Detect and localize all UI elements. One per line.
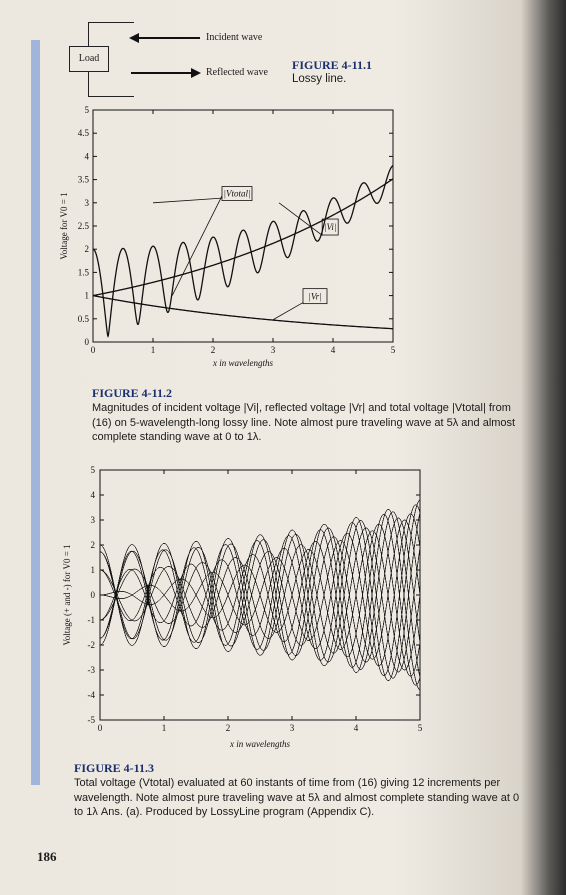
fig2-title: FIGURE 4-11.2	[92, 386, 173, 400]
x-tick-label: 3	[289, 723, 295, 733]
y-axis-label: Voltage (+ and -) for V0 = 1	[62, 544, 72, 646]
incident-arrowhead-icon	[129, 33, 139, 43]
vtotal-pointer	[172, 196, 222, 296]
y-tick-label: -4	[87, 690, 95, 700]
y-tick-label: 3	[90, 515, 95, 525]
vi-pointer	[279, 203, 322, 235]
line-wire-top	[88, 22, 89, 46]
fig1-subtitle: Lossy line.	[292, 73, 347, 85]
plot-frame	[93, 110, 393, 342]
y-tick-label: -2	[87, 640, 95, 650]
incident-wave-label: Incident wave	[206, 32, 263, 43]
y-tick-label: 1	[84, 290, 89, 301]
y-tick-label: -1	[87, 615, 95, 625]
y-tick-label: 4	[84, 151, 89, 162]
y-tick-label: 1.5	[77, 267, 89, 278]
line-wire-bottom	[88, 71, 89, 97]
x-tick-label: 1	[150, 345, 156, 355]
y-tick-label: 5	[90, 465, 95, 475]
fig3-chart	[50, 462, 430, 752]
y-tick-label: 4	[90, 490, 95, 500]
margin-bar	[31, 40, 40, 785]
x-tick-label: 2	[210, 345, 216, 355]
line-wire-top-h	[88, 22, 134, 23]
x-tick-label: 1	[161, 723, 167, 733]
y-tick-label: 0	[90, 590, 95, 600]
y-tick-label: 2.5	[77, 221, 89, 231]
reflected-wave-label: Reflected wave	[206, 67, 268, 78]
x-tick-label: 4	[353, 723, 359, 733]
y-tick-label: 0	[84, 337, 89, 347]
vtotal-pointer-2	[153, 198, 222, 203]
x-tick-label: 3	[270, 345, 276, 355]
y-tick-label: 0.5	[77, 313, 89, 324]
load-label: Load	[78, 53, 100, 64]
fig2-caption: Magnitudes of incident voltage |Vi|, reflected voltage |Vr| and total voltage |Vtotal| from (16) on 5-wavelength-long lossy line. Note almost pure traveling wave at 5λ and almost complete standing wave at 0 to 1λ.	[92, 402, 516, 443]
y-tick-label: 2	[84, 244, 89, 255]
fig1-title: FIGURE 4-11.1	[292, 58, 373, 72]
y-tick-label: 3	[84, 197, 89, 208]
x-tick-label: 0	[97, 723, 103, 733]
fig3-title: FIGURE 4-11.3	[74, 761, 155, 775]
y-tick-label: 4.5	[77, 128, 89, 139]
y-tick-label: -3	[87, 665, 95, 675]
x-tick-label: 2	[225, 723, 231, 733]
fig2-chart	[50, 100, 410, 385]
x-axis-label: x in wavelengths	[213, 358, 273, 368]
vr-label: |Vr|	[308, 291, 322, 302]
vtotal-label: |Vtotal|	[223, 188, 251, 199]
x-tick-label: 5	[390, 345, 396, 355]
load-box	[69, 46, 109, 72]
x-tick-label: 0	[90, 345, 96, 355]
y-tick-label: 2	[90, 540, 95, 550]
x-tick-label: 5	[417, 723, 423, 733]
fig3-caption: Total voltage (Vtotal) evaluated at 60 instants of time from (16) giving 12 increments per wavelength. Note almost pure traveling wave at 5λ and almost complete standing wave at 0 to 1λ Ans. (a). Produced by LossyLine program (Appendix C).	[74, 777, 520, 818]
x-axis-label: x in wavelengths	[230, 739, 290, 749]
page-number: 186	[37, 849, 57, 864]
y-axis-label: Voltage for V0 = 1	[59, 192, 69, 260]
line-wire-bottom-h	[88, 96, 134, 97]
vr-pointer	[273, 303, 303, 320]
y-tick-label: 5	[84, 105, 89, 115]
wave-arrows	[125, 30, 205, 80]
vi-label: |Vi|	[324, 222, 337, 233]
reflected-arrowhead-icon	[191, 68, 201, 78]
y-tick-label: 3.5	[77, 174, 89, 185]
y-tick-label: 1	[90, 565, 95, 575]
y-tick-label: -5	[87, 715, 95, 725]
x-tick-label: 4	[330, 345, 336, 355]
